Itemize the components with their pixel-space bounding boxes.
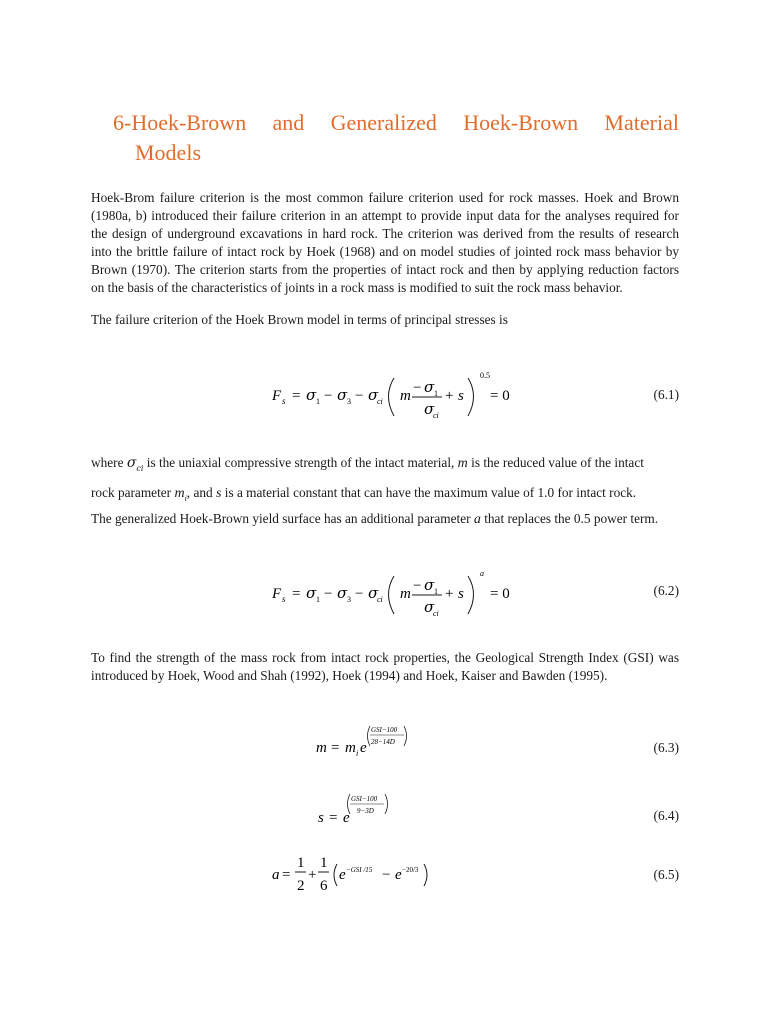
svg-text:2: 2 [297, 878, 305, 894]
svg-text:s: s [458, 388, 464, 404]
eq5-exp1: −GSI /15 [346, 866, 373, 874]
eq5-exp2: −20/3 [402, 866, 419, 874]
section-heading [113, 108, 679, 168]
svg-text:1: 1 [434, 389, 438, 398]
svg-text:s: s [282, 594, 286, 604]
svg-text:=: = [292, 388, 301, 404]
intro-line: Brown (1970). The criterion starts from the properties of intact rock and then by applying reduction factors [91, 262, 679, 277]
intro-line: Hoek-Brom failure criterion is the most common failure criterion used for rock masses. Hoek and Brown [91, 190, 679, 205]
svg-text:e: e [395, 867, 402, 883]
intro-line: the design of underground excavations in hard rock. The criterion was derived from the results of research [91, 226, 679, 241]
svg-text:F: F [272, 586, 282, 602]
svg-text:−: − [355, 388, 364, 404]
m-symbol: m [457, 456, 468, 471]
sigma-ci-symbol: $\sigma_{ci}$ [126, 455, 144, 473]
svg-text:1: 1 [434, 587, 438, 596]
svg-text:ci: ci [433, 411, 439, 420]
intro-line: into the brittle failure of intact rock by Hoek (1968) and on model studies of jointed rock mass behavior by [91, 244, 679, 259]
svg-text:m: m [316, 740, 327, 756]
svg-text:e: e [339, 867, 346, 883]
heading-word-5: Material [604, 110, 679, 135]
text-span: that replaces the 0.5 power term. [484, 511, 659, 526]
heading-word [113, 108, 246, 138]
where-paragraph [91, 451, 679, 511]
svg-text:+: + [308, 867, 317, 883]
heading-line-2: Models [135, 140, 201, 165]
equation-number: (6.4) [653, 808, 679, 823]
svg-text:σ: σ [424, 400, 435, 418]
svg-text:1: 1 [297, 855, 305, 871]
equation-6-3 [0, 718, 768, 768]
equation-number: (6.2) [653, 583, 679, 598]
svg-text:=: = [282, 867, 291, 883]
svg-text:F: F [272, 388, 282, 404]
svg-text:−: − [324, 388, 333, 404]
svg-text:=: = [331, 740, 340, 756]
svg-text:m: m [400, 388, 411, 404]
gsi-line: To find the strength of the mass rock from intact rock properties, the Geological Strength Index (GSI) was [91, 650, 679, 665]
svg-text:+: + [445, 388, 454, 404]
equation-6-2 [0, 558, 768, 638]
heading-word-4: Hoek-Brown [463, 110, 579, 135]
svg-text:=: = [292, 586, 301, 602]
eq4-exp-den: 9−3D [357, 807, 374, 815]
equation-number: (6.5) [653, 867, 679, 882]
svg-text:m: m [345, 740, 356, 756]
eq3-exp-den: 28−14D [371, 738, 395, 746]
gsi-line: introduced by Hoek, Wood and Shah (1992), Hoek (1994) and Hoek, Kaiser and Bawden (1995). [91, 668, 608, 683]
svg-text:+: + [445, 586, 454, 602]
svg-text:1: 1 [316, 595, 320, 604]
eq2-exponent: a [480, 569, 484, 578]
text-span: , and [186, 484, 213, 500]
equation-number: (6.3) [653, 740, 679, 755]
svg-text:−: − [355, 586, 364, 602]
svg-text:σ: σ [424, 598, 435, 616]
svg-text:1: 1 [316, 397, 320, 406]
svg-text:s: s [282, 396, 286, 406]
svg-text:−: − [382, 867, 391, 883]
equation-number: (6.1) [653, 387, 679, 402]
equation-6-1 [0, 360, 768, 440]
svg-text:= 0: = 0 [490, 586, 510, 602]
svg-text:i: i [356, 749, 359, 758]
intro-paragraph [91, 189, 679, 297]
gsi-paragraph [91, 649, 679, 685]
heading-word-3: Generalized [330, 110, 437, 135]
svg-text:σ: σ [368, 584, 379, 602]
svg-text:ci: ci [377, 595, 383, 604]
svg-text:= 0: = 0 [490, 388, 510, 404]
svg-text:σ: σ [368, 386, 379, 404]
generalized-paragraph [91, 510, 679, 529]
text-span: The generalized Hoek-Brown yield surface has an additional parameter [91, 511, 471, 526]
equation-6-5 [0, 848, 768, 898]
s-symbol: s [215, 485, 222, 501]
text-span: is a material constant that can have the maximum value of 1.0 for intact rock. [224, 484, 637, 500]
svg-text:a: a [272, 867, 280, 883]
intro-line: (1980a, b) introduced their failure criterion in an attempt to provide input data for the analyses required for [91, 208, 679, 223]
mi-symbol [174, 486, 186, 501]
svg-text:=: = [329, 810, 338, 826]
svg-text:1: 1 [320, 855, 328, 871]
text-span: is the reduced value of the intact [471, 455, 644, 470]
svg-text:6: 6 [320, 878, 328, 894]
svg-text:−: − [413, 380, 422, 396]
equation-6-4 [0, 786, 768, 836]
svg-text:σ: σ [337, 386, 348, 404]
svg-text:m: m [400, 586, 411, 602]
svg-text:ci: ci [433, 609, 439, 618]
intro-line: on the basis of the characteristics of joints in a rock mass is modified to suit the rock mass behavior. [91, 280, 623, 295]
heading-word-1: Hoek-Brown [131, 110, 247, 135]
svg-text:e: e [360, 740, 367, 756]
svg-text:σ: σ [424, 378, 435, 396]
svg-text:s: s [458, 586, 464, 602]
heading-number: 6- [113, 110, 132, 135]
eq4-exp-num: GSI−100 [351, 795, 378, 803]
eq1-exponent: 0.5 [480, 371, 490, 380]
svg-text:σ: σ [337, 584, 348, 602]
svg-text:ci: ci [377, 397, 383, 406]
svg-text:s: s [318, 810, 324, 826]
heading-word-2: and [272, 110, 305, 135]
eq3-exp-num: GSI−100 [371, 726, 398, 734]
a-symbol: a [473, 512, 481, 527]
mi-subscript: i [184, 493, 187, 503]
svg-text:e: e [343, 810, 350, 826]
svg-text:−: − [324, 586, 333, 602]
svg-text:−: − [413, 578, 422, 594]
svg-text:3: 3 [347, 397, 351, 406]
text-span: where [91, 455, 124, 470]
svg-text:σ: σ [424, 576, 435, 594]
svg-text:σ: σ [306, 386, 317, 404]
text-span: rock parameter [91, 484, 172, 500]
svg-text:σ: σ [306, 584, 317, 602]
svg-text:3: 3 [347, 595, 351, 604]
criterion-intro: The failure criterion of the Hoek Brown model in terms of principal stresses is [91, 312, 508, 327]
mi-letter: m [174, 485, 185, 501]
text-span: is the uniaxial compressive strength of the intact material, [146, 455, 455, 470]
